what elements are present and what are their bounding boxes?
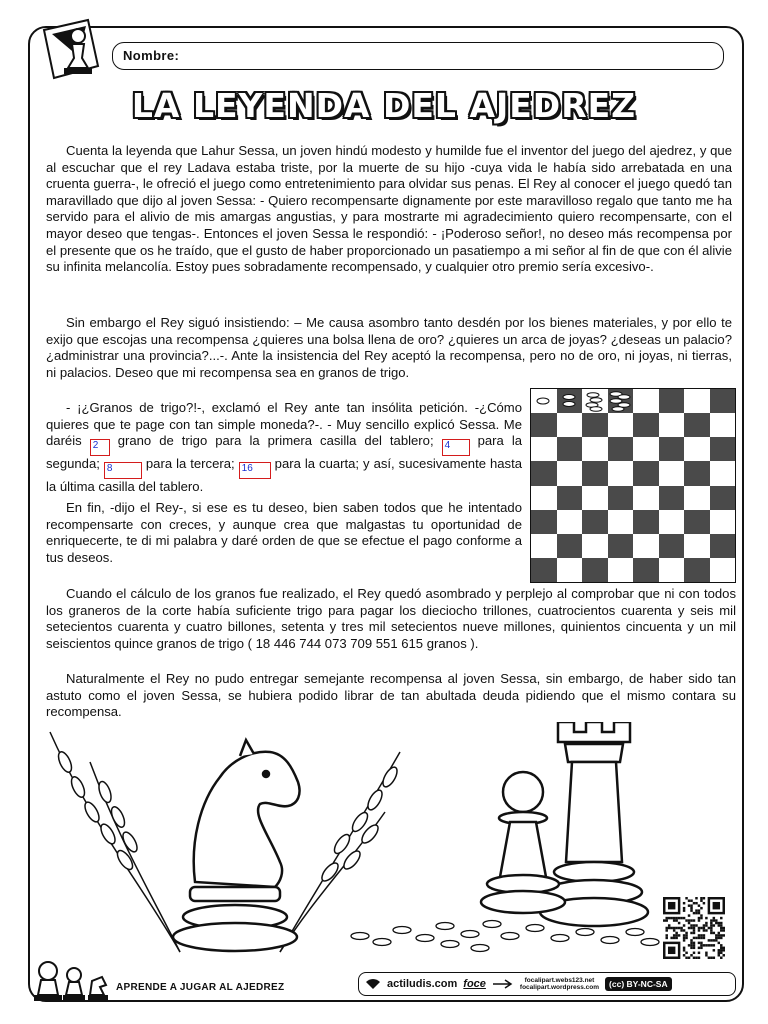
credits-bar — [358, 972, 736, 996]
board-square — [710, 389, 736, 413]
answer-box-2[interactable]: 4 — [442, 439, 470, 456]
board-square — [531, 510, 557, 534]
board-square — [557, 534, 583, 558]
answer-box-3[interactable]: 8 — [104, 462, 142, 479]
board-square — [710, 461, 736, 485]
chess-pieces-footer-icon — [26, 955, 114, 1005]
board-square — [608, 437, 634, 461]
board-square — [608, 486, 634, 510]
foce-arrow-icon — [492, 979, 514, 989]
board-square — [633, 413, 659, 437]
paragraph-5: Cuando el cálculo de los granos fue realizado, el Rey quedó asombrado y perplejo al comprobar que ni con todos los graneros de la corte había suficiente trigo para pagar los dieciocho trillones, cuatrocientos cuarenta y seis mil setecientos cuarenta y cuatro billones, setenta y tres mil setecientos nueve millones, quinientos cincuenta y un mil seiscientos quince granos de trigo ( 18 446 744 073 709 551 615 granos ). — [46, 586, 736, 651]
board-square — [608, 558, 634, 582]
board-square — [659, 389, 685, 413]
board-square — [608, 461, 634, 485]
board-square — [633, 558, 659, 582]
credit-links — [520, 977, 599, 991]
board-square — [531, 461, 557, 485]
board-square — [684, 534, 710, 558]
board-square — [557, 437, 583, 461]
board-square — [659, 461, 685, 485]
board-square — [633, 510, 659, 534]
board-square — [710, 510, 736, 534]
board-square — [633, 437, 659, 461]
qr-code[interactable] — [660, 897, 728, 959]
foce-logo: foce — [463, 978, 486, 990]
board-square — [531, 486, 557, 510]
qr-code-icon — [660, 897, 728, 959]
footer-tagline: APRENDE A JUGAR AL AJEDREZ — [116, 982, 285, 993]
paragraph-2: Sin embargo el Rey siguó insistiendo: – Me causa asombro tanto desdén por los bienes materiales, y por ello te exijo que escojas una recompensa ¿quieres una bolsa llena de oro? ¿quieres un arca de joyas? ¿deseas un palacio? ¿administrar una provincia?...-. Ante la insistencia del Rey aceptó la recompensa, pero no de oro, ni joyas, ni tierras, ni palacios. Deseo que mi recompensa sea en granos de trigo. — [46, 315, 732, 380]
link-wordpress[interactable]: focalipart.wordpress.com — [519, 984, 600, 991]
board-square — [633, 534, 659, 558]
board-square — [659, 486, 685, 510]
board-square — [557, 413, 583, 437]
license-badge: (cc) BY-NC-SA — [605, 977, 672, 991]
board-square — [710, 437, 736, 461]
board-square — [582, 486, 608, 510]
board-square — [659, 534, 685, 558]
chess-pieces-illustration — [30, 722, 744, 972]
board-square — [633, 486, 659, 510]
wheat-grains-icon — [530, 388, 640, 414]
board-square — [659, 510, 685, 534]
site-link[interactable]: actiludis.com — [387, 978, 458, 990]
board-square — [659, 437, 685, 461]
board-square — [684, 413, 710, 437]
board-square — [608, 413, 634, 437]
actiludis-logo-icon — [365, 978, 381, 990]
board-square — [557, 510, 583, 534]
board-square — [531, 534, 557, 558]
chessboard — [530, 388, 736, 583]
page-title: LA LEYENDA DEL AJEDREZ — [131, 86, 637, 125]
board-square — [582, 534, 608, 558]
board-square — [684, 558, 710, 582]
answer-box-4[interactable]: 16 — [239, 462, 271, 479]
board-square — [582, 510, 608, 534]
board-square — [531, 413, 557, 437]
board-square — [659, 558, 685, 582]
board-square — [633, 461, 659, 485]
board-square — [684, 389, 710, 413]
pawn-logo-icon — [38, 16, 122, 88]
wheat-left-icon — [50, 732, 180, 952]
board-square — [684, 437, 710, 461]
name-field[interactable] — [112, 42, 724, 70]
board-square — [659, 413, 685, 437]
board-square — [710, 486, 736, 510]
paragraph-3: - ¡¿Granos de trigo?!-, exclamó el Rey ante tan insólita petición. -¿Cómo quieres que te page con tan simple moneda?-. - Muy sencillo explicó Sessa. Me daréis 2 grano de trigo para la primera casilla del tablero; 4 para la segunda; 8 para la tercera; 16 para la cuarta; y así, sucesivamente hasta la última casilla del tablero. — [46, 400, 523, 495]
board-square — [608, 534, 634, 558]
board-square — [684, 510, 710, 534]
board-square — [557, 461, 583, 485]
paragraph-1: Cuenta la leyenda que Lahur Sessa, un joven hindú modesto y humilde fue el inventor del juego del ajedrez, y que al escuchar que el rey Ladava estaba triste, por la muerte de su hijo -cuya vida le había sido arrebatada en una cruenta guerra-, le ofreció el juego como entretenimiento para olvidar sus penas. El Rey al conocer el juego quedó tan maravillado que dijo al joven Sessa: - Quiero recompensarte dignamente por este maravilloso regalo que tanto me ha servido para el alivio de mis amargas angustias, y para mostrarte mi agradecimiento quiero recompensarte, con el mayor deseo que tengas-. Entonces el joven Sessa le respondió: - ¡Poderoso señor!, no deseo más recompensa por el presente que os he traído, que el gusto de haber proporcionado un pasatiempo a mi señor al fin de que con él alivie su infinita melancolía. Estoy pues sobradamente recompensado, y cualquier otro premio sería excesivo-. — [46, 143, 732, 275]
name-label: Nombre: — [123, 48, 180, 63]
paragraph-6: Naturalmente el Rey no pudo entregar semejante recompensa al joven Sessa, sin embargo, de haber sido tan astuto como el joven Sessa, se hubiera podido librar de tan abultada deuda pidiendo que el mismo contara su recompensa. — [46, 671, 736, 720]
board-square — [710, 558, 736, 582]
board-square — [684, 461, 710, 485]
board-square — [582, 558, 608, 582]
board-square — [582, 437, 608, 461]
knight-icon — [173, 740, 300, 951]
board-square — [557, 558, 583, 582]
link-webs[interactable]: focalipart.webs123.net — [524, 977, 595, 984]
board-square — [531, 558, 557, 582]
board-square — [684, 486, 710, 510]
board-square — [557, 486, 583, 510]
board-square — [582, 413, 608, 437]
board-square — [531, 437, 557, 461]
board-square — [710, 534, 736, 558]
board-square — [582, 461, 608, 485]
answer-box-1[interactable]: 2 — [90, 439, 110, 456]
board-square — [710, 413, 736, 437]
board-square — [608, 510, 634, 534]
paragraph-4: En fin, -dijo el Rey-, si ese es tu deseo, bien saben todos que he intentado recompensarte con creces, y aunque crea que malgastas tu oportunidad de enriquecerte, te di mi palabra y daré orden de que se efectue el pago conforme a tus deseos. — [46, 500, 522, 565]
